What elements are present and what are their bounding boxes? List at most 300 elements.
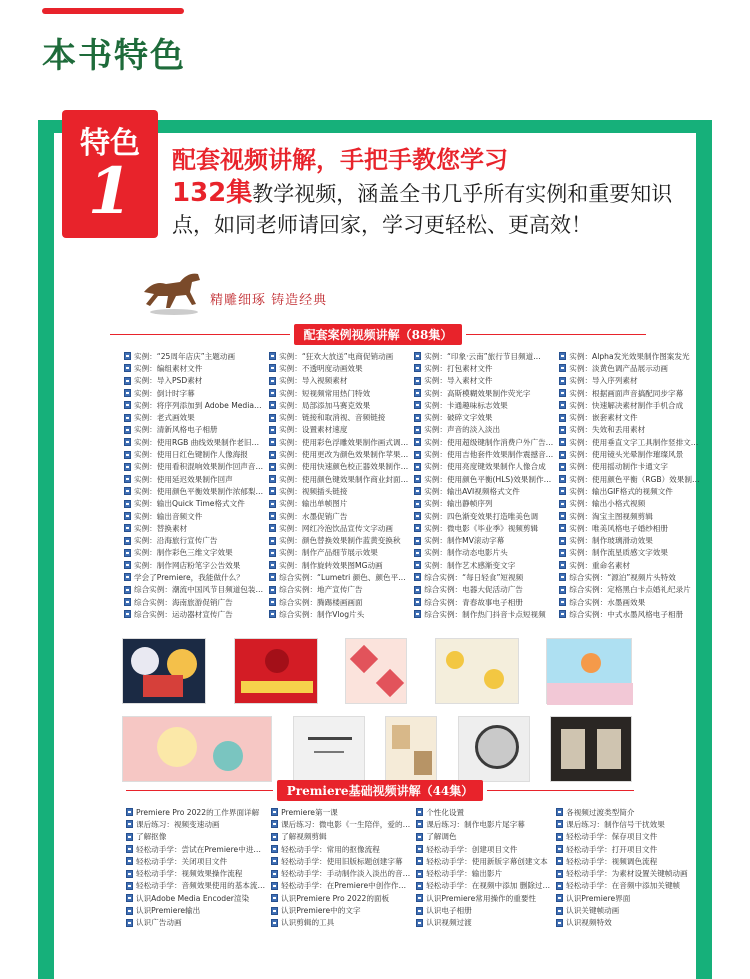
- video-list-item[interactable]: [416, 855, 550, 867]
- video-list-item[interactable]: [559, 448, 699, 460]
- video-file-icon: [559, 389, 566, 397]
- video-title: 实例：使用RGB 曲线效果制作老旧…: [134, 437, 260, 447]
- video-title: 个性化设置: [426, 807, 465, 817]
- video-list-item[interactable]: [416, 818, 550, 830]
- description-text: 教学视频，涵盖全书几乎所有实例和重要知识点，如同老师请回家，学习更轻松、更高效！: [172, 182, 673, 237]
- video-file-icon: [269, 512, 276, 520]
- video-list-item[interactable]: [124, 498, 263, 510]
- video-file-icon: [559, 524, 566, 532]
- video-list-item[interactable]: [559, 547, 699, 559]
- video-title: 实例：设置素材速度: [279, 425, 348, 435]
- video-list-item[interactable]: [414, 571, 553, 583]
- video-file-icon: [559, 475, 566, 483]
- video-list-item[interactable]: [269, 448, 408, 460]
- video-file-icon: [416, 919, 423, 927]
- video-list-item[interactable]: [269, 547, 408, 559]
- video-file-icon: [414, 500, 421, 508]
- video-title: 学会了Premiere，我能做什么？: [134, 572, 244, 582]
- video-file-icon: [269, 364, 276, 372]
- video-title: 轻松动手学：尝试在Premiere中进…: [136, 844, 262, 854]
- video-file-icon: [126, 808, 133, 816]
- video-title: 实例：输出GIF格式的视频文件: [569, 486, 673, 496]
- video-list-item[interactable]: [126, 867, 265, 879]
- video-file-icon: [559, 401, 566, 409]
- video-file-icon: [416, 870, 423, 878]
- video-list-item[interactable]: [269, 485, 408, 497]
- video-file-icon: [559, 438, 566, 446]
- video-list-item[interactable]: [126, 818, 265, 830]
- video-title: 综合实例：腾踢楼画画面: [279, 597, 363, 607]
- video-file-icon: [559, 500, 566, 508]
- video-list-item[interactable]: [559, 362, 699, 374]
- video-file-icon: [269, 586, 276, 594]
- video-list-item[interactable]: [269, 498, 408, 510]
- video-list-item[interactable]: [271, 904, 410, 916]
- video-list-item[interactable]: [124, 411, 263, 423]
- video-file-icon: [126, 907, 133, 915]
- video-title: 实例：输出小格式视频: [569, 499, 646, 509]
- video-file-icon: [269, 438, 276, 446]
- video-list-item[interactable]: [416, 917, 550, 929]
- video-title: 实例：沿海旅行宣传广告: [134, 536, 218, 546]
- video-title: 实例：使用快速颜色校正器效果制作…: [279, 462, 409, 472]
- video-title: 实例：制作产品细节展示效果: [279, 548, 378, 558]
- video-list-item[interactable]: [414, 473, 553, 485]
- video-list-item[interactable]: [271, 855, 410, 867]
- video-file-icon: [126, 845, 133, 853]
- video-title: 课后练习：制作信号干扰效果: [566, 819, 665, 829]
- video-title: 认识Premiere界面: [566, 893, 631, 903]
- video-list-item[interactable]: [556, 904, 688, 916]
- video-file-icon: [414, 573, 421, 581]
- video-title: 实例：局部添加马赛克效果: [279, 400, 371, 410]
- video-list-item[interactable]: [124, 522, 263, 534]
- video-list-item[interactable]: [414, 375, 553, 387]
- video-title: 实例：制作旋转效果图MG动画: [279, 560, 383, 570]
- video-title: 实例：链接和取消视、音频链接: [279, 413, 386, 423]
- thumbnail: [458, 716, 530, 782]
- video-list-item[interactable]: [414, 608, 553, 620]
- video-title: 轻松动手学：打开项目文件: [566, 844, 658, 854]
- video-list-item[interactable]: [559, 596, 699, 608]
- video-title: 认识Premiere Pro 2022的面板: [281, 893, 390, 903]
- video-list-item[interactable]: [414, 399, 553, 411]
- video-file-icon: [559, 512, 566, 520]
- video-list-item[interactable]: [559, 399, 699, 411]
- video-title: 轻松动手学：音频效果使用的基本流…: [136, 881, 266, 891]
- video-title: 实例：倒计时字幕: [134, 388, 195, 398]
- video-title: 实例：制作动态电影片头: [424, 548, 508, 558]
- video-title: 综合实例：海南旅游促销广告: [134, 597, 233, 607]
- video-file-icon: [414, 414, 421, 422]
- video-file-icon: [124, 512, 131, 520]
- video-list-item[interactable]: [559, 411, 699, 423]
- video-list-item[interactable]: [124, 424, 263, 436]
- video-list-item[interactable]: [416, 843, 550, 855]
- horse-logo-icon: [140, 262, 204, 318]
- video-list-item[interactable]: [416, 831, 550, 843]
- video-file-icon: [126, 870, 133, 878]
- video-list-item[interactable]: [559, 571, 699, 583]
- video-list-item[interactable]: [414, 461, 553, 473]
- video-file-icon: [414, 389, 421, 397]
- video-title: 实例：使用超级键制作消费户外广告…: [424, 437, 554, 447]
- video-title: 实例：唯美风格电子婚纱相册: [569, 523, 668, 533]
- video-list-item[interactable]: [126, 843, 265, 855]
- video-list-item[interactable]: [271, 917, 410, 929]
- video-file-icon: [414, 610, 421, 618]
- video-file-icon: [414, 549, 421, 557]
- thumbnail: [435, 638, 519, 704]
- video-title: 认识剪辑的工具: [281, 918, 335, 928]
- video-list-item[interactable]: [559, 473, 699, 485]
- video-list-item[interactable]: [126, 892, 265, 904]
- video-list-item[interactable]: [269, 461, 408, 473]
- video-list-item[interactable]: [559, 510, 699, 522]
- video-list-item[interactable]: [414, 547, 553, 559]
- video-file-icon: [416, 882, 423, 890]
- video-file-icon: [269, 377, 276, 385]
- video-list-item[interactable]: [126, 855, 265, 867]
- video-list-item[interactable]: [124, 387, 263, 399]
- video-list-item[interactable]: [559, 584, 699, 596]
- video-list-item[interactable]: [414, 362, 553, 374]
- video-list-item[interactable]: [414, 424, 553, 436]
- video-file-icon: [414, 426, 421, 434]
- video-title: 实例：将序列添加到 Adobe Media…: [134, 400, 262, 410]
- video-title: 综合实例：“每日轻食”短视频: [424, 572, 524, 582]
- video-list-item[interactable]: [271, 843, 410, 855]
- video-file-icon: [271, 882, 278, 890]
- video-list-item[interactable]: [126, 904, 265, 916]
- video-list-item[interactable]: [416, 867, 550, 879]
- video-list-item[interactable]: [269, 596, 408, 608]
- video-title: 实例：制作MV滚动字幕: [424, 536, 505, 546]
- video-title: 认识Premiere常用操作的重要性: [426, 893, 537, 903]
- video-title: 实例：导入序列素材: [569, 376, 638, 386]
- video-list-item[interactable]: [414, 534, 553, 546]
- video-list-item[interactable]: [269, 387, 408, 399]
- video-file-icon: [271, 845, 278, 853]
- video-list-item[interactable]: [126, 831, 265, 843]
- video-list-item[interactable]: [559, 424, 699, 436]
- video-file-icon: [124, 487, 131, 495]
- video-title: 综合实例：青春故事电子相册: [424, 597, 523, 607]
- video-title: 实例：制作彩色三维文字效果: [134, 548, 233, 558]
- video-file-icon: [124, 537, 131, 545]
- video-list-item[interactable]: [556, 892, 688, 904]
- video-list-item[interactable]: [559, 534, 699, 546]
- video-list-item[interactable]: [269, 571, 408, 583]
- video-title: 实例：导入素材文件: [424, 376, 493, 386]
- video-list-item[interactable]: [271, 818, 410, 830]
- video-title: 认识视频过渡: [426, 918, 472, 928]
- video-title: Premiere第一课: [281, 807, 338, 817]
- video-list-item[interactable]: [124, 559, 263, 571]
- video-list-item[interactable]: [414, 596, 553, 608]
- video-title: 实例：“狂欢大放送”电商促销动画: [279, 351, 394, 361]
- video-list-item[interactable]: [559, 350, 699, 362]
- video-file-icon: [124, 561, 131, 569]
- video-title: 实例：清新风格电子相册: [134, 425, 218, 435]
- video-file-icon: [556, 882, 563, 890]
- video-file-icon: [556, 857, 563, 865]
- video-list-item[interactable]: [556, 806, 688, 818]
- video-list-item[interactable]: [414, 436, 553, 448]
- video-list-item[interactable]: [559, 461, 699, 473]
- video-list-item[interactable]: [559, 387, 699, 399]
- video-file-icon: [126, 882, 133, 890]
- video-list-item[interactable]: [414, 448, 553, 460]
- video-title: 实例：打包素材文件: [424, 363, 493, 373]
- video-list-item[interactable]: [559, 375, 699, 387]
- video-list-item[interactable]: [269, 375, 408, 387]
- video-file-icon: [414, 537, 421, 545]
- badge-label: 特色: [80, 126, 140, 161]
- video-title: 认识Premiere输出: [136, 906, 201, 916]
- video-title: 轻松动手学：在Premiere中创作作…: [281, 881, 407, 891]
- video-file-icon: [124, 401, 131, 409]
- video-file-icon: [269, 487, 276, 495]
- video-file-icon: [269, 401, 276, 409]
- video-list-item[interactable]: [126, 917, 265, 929]
- video-file-icon: [269, 352, 276, 360]
- video-list-item[interactable]: [269, 411, 408, 423]
- video-list-item[interactable]: [124, 362, 263, 374]
- video-title: 实例：输出静帧序列: [424, 499, 493, 509]
- video-list-item[interactable]: [556, 843, 688, 855]
- video-list-item[interactable]: [269, 534, 408, 546]
- video-file-icon: [556, 907, 563, 915]
- video-list-item[interactable]: [414, 485, 553, 497]
- video-file-icon: [414, 352, 421, 360]
- video-file-icon: [414, 401, 421, 409]
- video-list-item[interactable]: [269, 608, 408, 620]
- thumbnail-row-2: [122, 716, 632, 782]
- video-title: 实例：编组素材文件: [134, 363, 203, 373]
- video-title: 实例：颜色替换效果制作蓝黄变换秋: [279, 536, 401, 546]
- feature-badge: [62, 110, 158, 238]
- feature-headline: 配套视频讲解，手把手教您学习: [172, 146, 508, 174]
- video-list-item[interactable]: [126, 880, 265, 892]
- video-file-icon: [124, 586, 131, 594]
- case-video-list: [124, 350, 700, 621]
- video-list-item[interactable]: [124, 571, 263, 583]
- video-list-item[interactable]: [126, 806, 265, 818]
- video-file-icon: [414, 561, 421, 569]
- video-list-item[interactable]: [124, 448, 263, 460]
- video-count: 132集: [172, 178, 253, 208]
- video-list-item[interactable]: [414, 411, 553, 423]
- feature-description: [172, 178, 692, 241]
- video-list-item[interactable]: [269, 510, 408, 522]
- video-title: 实例：使用颜色平衡（RGB）效果制…: [569, 474, 700, 484]
- video-file-icon: [559, 586, 566, 594]
- video-list-item[interactable]: [414, 559, 553, 571]
- video-title: 课后练习：视频变速动画: [136, 819, 220, 829]
- video-title: 综合实例：制作热门抖音卡点短视频: [424, 609, 546, 619]
- video-list-item[interactable]: [556, 831, 688, 843]
- thumbnail: [234, 638, 318, 704]
- video-title: 综合实例：“源泊”视频片头特效: [569, 572, 676, 582]
- video-file-icon: [416, 907, 423, 915]
- video-list-item[interactable]: [414, 498, 553, 510]
- basics-section-header: [126, 782, 634, 798]
- thumbnail-row-1: [122, 638, 632, 704]
- video-title: 认识关键帧动画: [566, 906, 620, 916]
- thumbnail: [293, 716, 365, 782]
- video-file-icon: [124, 573, 131, 581]
- video-list-item[interactable]: [124, 547, 263, 559]
- video-file-icon: [556, 919, 563, 927]
- video-list-item[interactable]: [271, 892, 410, 904]
- video-title: 实例：老式画效果: [134, 413, 195, 423]
- video-list-item[interactable]: [269, 522, 408, 534]
- video-title: 实例：使用垂直文字工具制作竖排文…: [569, 437, 699, 447]
- thumbnail: [550, 716, 632, 782]
- video-list-item[interactable]: [124, 461, 263, 473]
- video-list-item[interactable]: [416, 904, 550, 916]
- video-title: 实例：微电影《毕业季》视频剪辑: [424, 523, 539, 533]
- video-title: 轻松动手学：在视频中添加 删除过…: [426, 881, 551, 891]
- video-title: 实例：使用颜色平衡(HLS)效果制作…: [424, 474, 552, 484]
- video-file-icon: [124, 364, 131, 372]
- video-title: 实例：导入视频素材: [279, 376, 348, 386]
- video-list-item[interactable]: [269, 559, 408, 571]
- video-file-icon: [556, 833, 563, 841]
- video-list-item[interactable]: [414, 522, 553, 534]
- video-list-item[interactable]: [416, 892, 550, 904]
- video-list-item[interactable]: [124, 510, 263, 522]
- video-file-icon: [556, 894, 563, 902]
- video-file-icon: [559, 426, 566, 434]
- video-title: 实例：重命名素材: [569, 560, 631, 570]
- video-title: 认识Adobe Media Encoder渲染: [136, 893, 250, 903]
- video-file-icon: [416, 820, 423, 828]
- video-list-item[interactable]: [414, 350, 553, 362]
- video-title: 了解调色: [426, 832, 457, 842]
- video-title: 实例：“25周年店庆”主题动画: [134, 351, 236, 361]
- video-file-icon: [414, 463, 421, 471]
- video-list-item[interactable]: [416, 880, 550, 892]
- video-file-icon: [559, 561, 566, 569]
- video-file-icon: [269, 500, 276, 508]
- video-list-item[interactable]: [271, 867, 410, 879]
- video-list-item[interactable]: [559, 522, 699, 534]
- video-title: 实例：短视频常用热门特效: [279, 388, 371, 398]
- video-list-item[interactable]: [271, 880, 410, 892]
- video-file-icon: [556, 808, 563, 816]
- video-list-item[interactable]: [124, 375, 263, 387]
- video-list-item[interactable]: [556, 867, 688, 879]
- video-list-item[interactable]: [124, 350, 263, 362]
- video-title: 实例：使用吉他套件效果制作震撼音…: [424, 450, 554, 460]
- video-list-item[interactable]: [124, 473, 263, 485]
- video-title: 实例：使用颜色键效果制作商业封面…: [279, 474, 409, 484]
- video-title: 实例：网红冷泡饮品宣传文字动画: [279, 523, 393, 533]
- video-title: 实例：输出AVI视频格式文件: [424, 486, 520, 496]
- cases-header-label: 配套案例视频讲解（88集）: [294, 324, 463, 345]
- video-list-item[interactable]: [269, 424, 408, 436]
- video-list-item[interactable]: [271, 831, 410, 843]
- video-list-item[interactable]: [269, 436, 408, 448]
- video-file-icon: [559, 487, 566, 495]
- video-list-item[interactable]: [559, 436, 699, 448]
- video-file-icon: [414, 512, 421, 520]
- video-list-item[interactable]: [269, 473, 408, 485]
- video-list-item[interactable]: [559, 559, 699, 571]
- video-title: 实例：淡黄色调产品展示动画: [569, 363, 668, 373]
- video-title: 实例：四色渐变效果打造唯美色调: [424, 511, 539, 521]
- video-file-icon: [124, 475, 131, 483]
- video-list-item[interactable]: [269, 584, 408, 596]
- video-list-item[interactable]: [559, 498, 699, 510]
- video-file-icon: [269, 549, 276, 557]
- video-list-item[interactable]: [124, 584, 263, 596]
- video-list-item[interactable]: [124, 608, 263, 620]
- video-file-icon: [414, 586, 421, 594]
- video-title: 认识广告动画: [136, 918, 182, 928]
- video-title: 课后练习：制作电影片尾字幕: [426, 819, 525, 829]
- video-list-item[interactable]: [559, 485, 699, 497]
- video-list-item[interactable]: [124, 485, 263, 497]
- video-list-item[interactable]: [414, 584, 553, 596]
- video-title: 实例：使用亮度键效果制作人像合成: [424, 462, 546, 472]
- video-file-icon: [269, 573, 276, 581]
- video-file-icon: [126, 894, 133, 902]
- video-title: 认识视频特效: [566, 918, 612, 928]
- video-list-item[interactable]: [556, 917, 688, 929]
- video-file-icon: [271, 870, 278, 878]
- video-title: 轻松动手学：关闭项目文件: [136, 856, 228, 866]
- video-title: 实例：制作网店粉笔字公告效果: [134, 560, 241, 570]
- video-list-item[interactable]: [559, 608, 699, 620]
- video-file-icon: [269, 598, 276, 606]
- thumbnail: [122, 716, 272, 782]
- video-list-item[interactable]: [271, 806, 410, 818]
- video-list-item[interactable]: [269, 399, 408, 411]
- video-list-item[interactable]: [269, 362, 408, 374]
- video-list-item[interactable]: [124, 436, 263, 448]
- video-list-item[interactable]: [124, 399, 263, 411]
- video-title: 实例：声音的淡入淡出: [424, 425, 501, 435]
- video-file-icon: [269, 451, 276, 459]
- video-list-item[interactable]: [414, 510, 553, 522]
- video-file-icon: [124, 463, 131, 471]
- video-list-item[interactable]: [124, 596, 263, 608]
- video-list-item[interactable]: [556, 818, 688, 830]
- video-file-icon: [271, 820, 278, 828]
- video-file-icon: [559, 377, 566, 385]
- thumbnail: [122, 638, 206, 704]
- basics-header-label: Premiere基础视频讲解（44集）: [277, 780, 484, 801]
- video-file-icon: [271, 833, 278, 841]
- video-list-item[interactable]: [556, 855, 688, 867]
- video-list-item[interactable]: [414, 387, 553, 399]
- video-list-item[interactable]: [124, 534, 263, 546]
- video-title: 轻松动手学：使用新版字幕创建文本: [426, 856, 548, 866]
- video-list-item[interactable]: [556, 880, 688, 892]
- video-file-icon: [124, 500, 131, 508]
- video-title: 综合实例：中式水墨风格电子相册: [569, 609, 684, 619]
- video-title: 实例：导入PSD素材: [134, 376, 203, 386]
- video-list-item[interactable]: [269, 350, 408, 362]
- video-title: 综合实例：“Lumetri 颜色、颜色平…: [279, 572, 406, 582]
- video-list-item[interactable]: [416, 806, 550, 818]
- video-file-icon: [124, 414, 131, 422]
- video-file-icon: [124, 524, 131, 532]
- video-file-icon: [559, 549, 566, 557]
